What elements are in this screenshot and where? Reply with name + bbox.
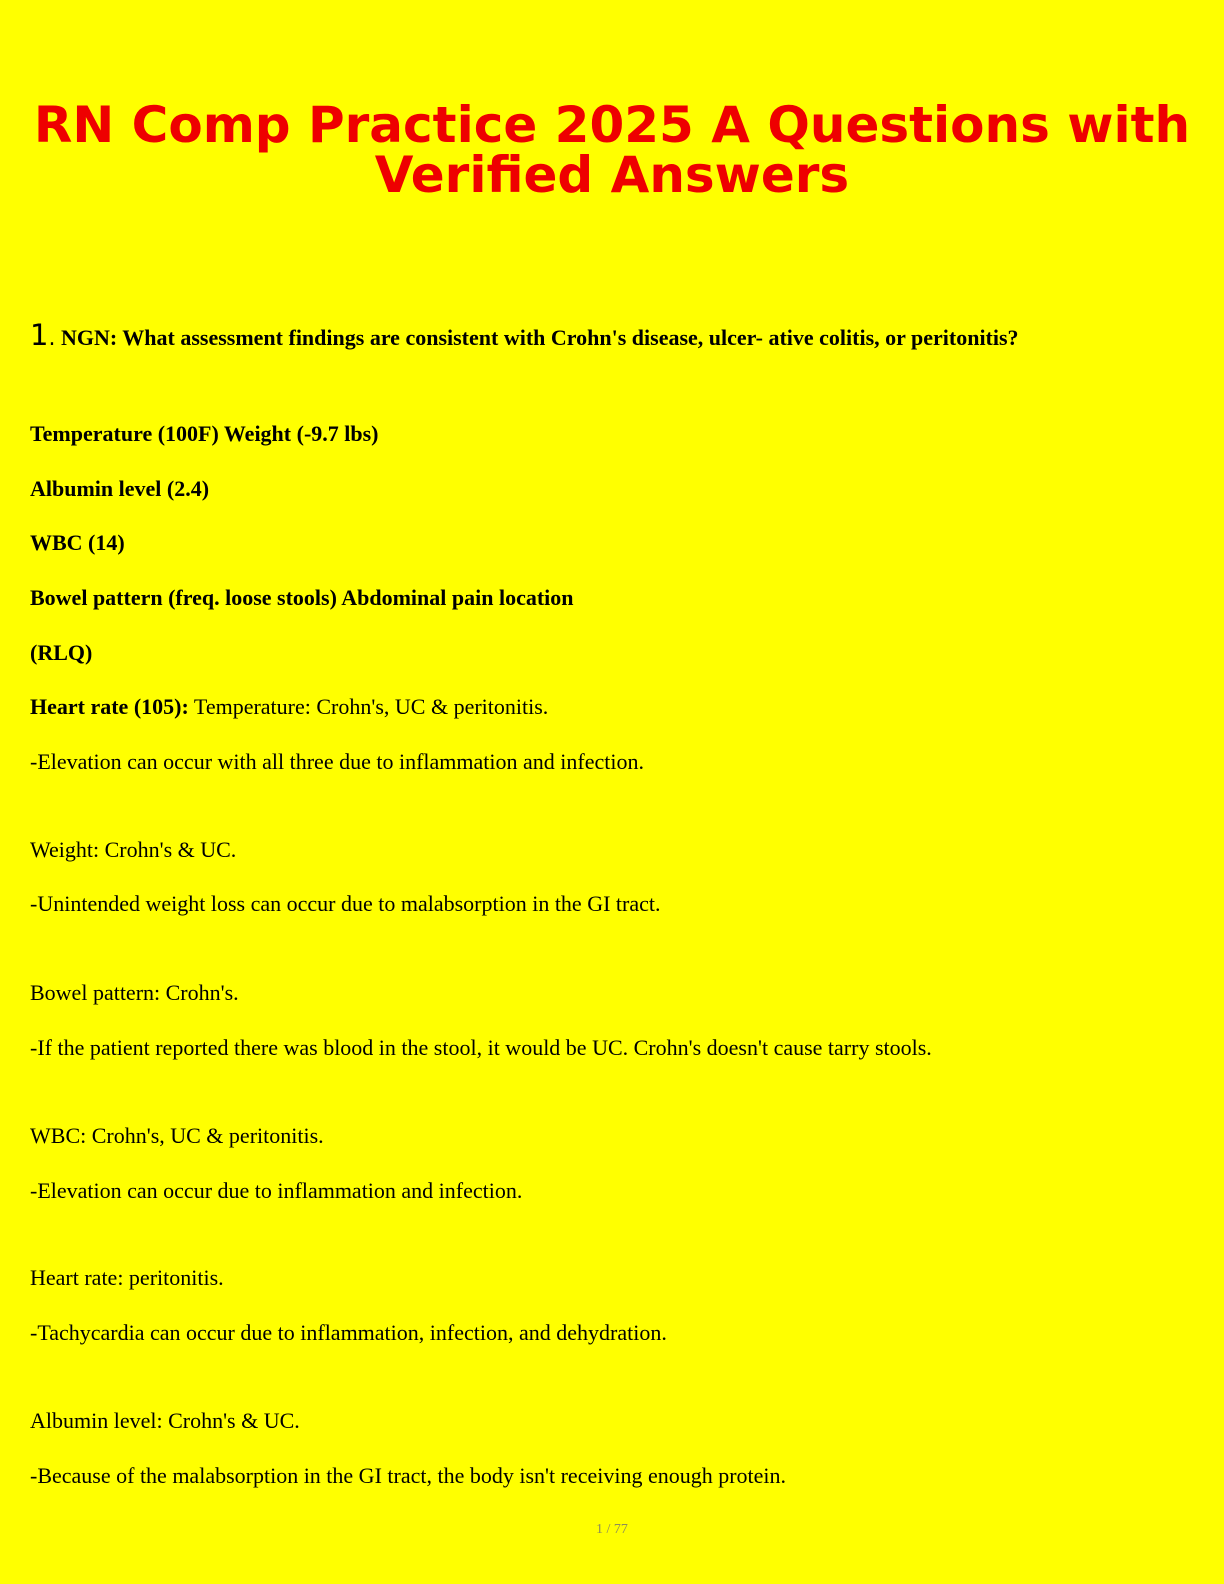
answer-temperature-text: Temperature: Crohn's, UC & peritonitis.	[188, 694, 549, 719]
document-title	[0, 96, 1224, 204]
finding-heart-rate: Heart rate (105):	[30, 694, 189, 719]
answer-heart-rate: Heart rate: peritonitis.	[30, 1265, 224, 1290]
question-number: 1	[30, 318, 49, 352]
answer-wbc-rationale: -Elevation can occur due to inflammation and infection.	[30, 1178, 523, 1203]
finding-bowel-pattern: Bowel pattern (freq. loose stools) Abdominal pain location	[30, 585, 574, 610]
title-line-1: RN Comp Practice 2025 A Questions with	[33, 96, 1191, 154]
answer-weight-rationale: -Unintended weight loss can occur due to malabsorption in the GI tract.	[30, 891, 661, 916]
question-number-dot: .	[48, 326, 56, 351]
finding-pain-location: (RLQ)	[30, 640, 93, 665]
answer-heart-rate-rationale: -Tachycardia can occur due to inflammation, infection, and dehydration.	[30, 1320, 667, 1345]
answer-temperature	[30, 693, 548, 721]
answer-albumin: Albumin level: Crohn's & UC.	[30, 1408, 300, 1433]
page-indicator: 1 / 77	[596, 1522, 628, 1537]
title-line-2: Verified Answers	[374, 146, 850, 204]
answer-bowel-pattern-rationale: -If the patient reported there was blood in the stool, it would be UC. Crohn's doesn't cause tarry stools.	[30, 1035, 932, 1060]
question-heading	[30, 318, 1200, 352]
finding-wbc: WBC (14)	[30, 530, 125, 555]
finding-temperature-weight: Temperature (100F) Weight (-9.7 lbs)	[30, 421, 379, 446]
question-text: NGN: What assessment findings are consistent with Crohn's disease, ulcer- ative colitis, or peritonitis?	[55, 325, 1019, 350]
finding-albumin: Albumin level (2.4)	[30, 476, 210, 501]
answer-weight: Weight: Crohn's & UC.	[30, 837, 237, 862]
answer-bowel-pattern: Bowel pattern: Crohn's.	[30, 980, 239, 1005]
answer-albumin-rationale: -Because of the malabsorption in the GI tract, the body isn't receiving enough protein.	[30, 1463, 787, 1488]
answer-wbc: WBC: Crohn's, UC & peritonitis.	[30, 1123, 324, 1148]
answer-temperature-rationale: -Elevation can occur with all three due to inflammation and infection.	[30, 749, 644, 774]
